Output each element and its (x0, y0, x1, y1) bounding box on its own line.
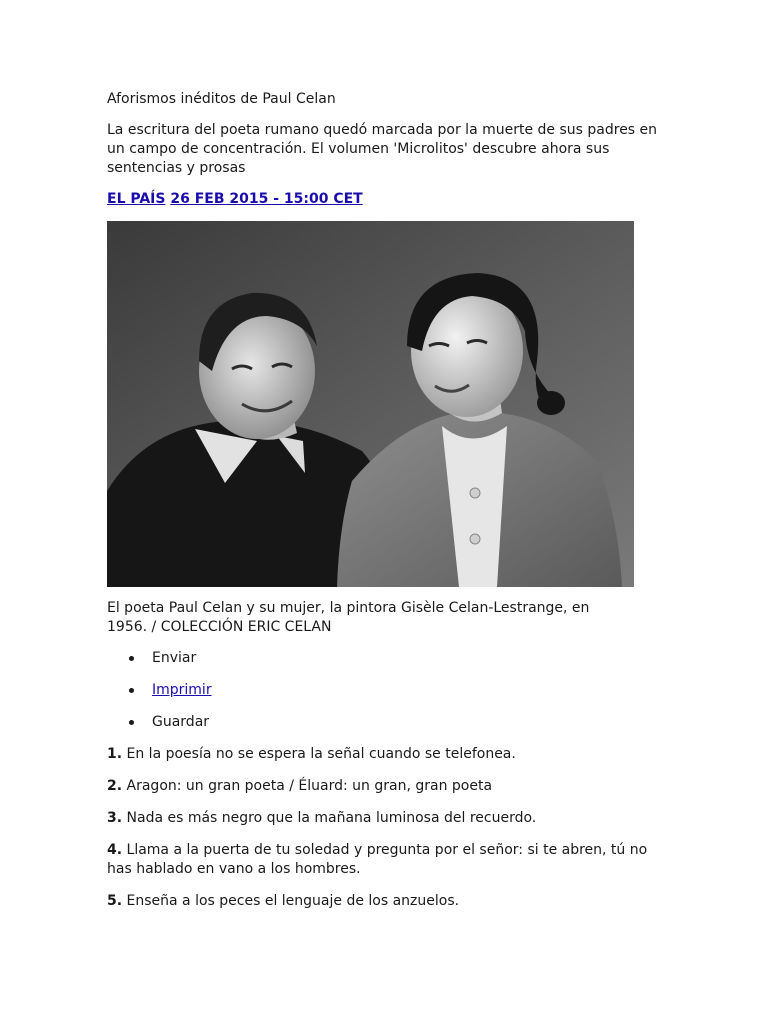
aphorism-3 (107, 809, 652, 828)
aphorism-number: 2. (107, 778, 123, 794)
aphorism-1 (107, 745, 652, 764)
aphorism-number: 4. (107, 842, 123, 858)
aphorism-text: Aragon: un gran poeta / Éluard: un gran, gran poeta (126, 778, 493, 794)
aphorism-number: 3. (107, 810, 123, 826)
print-link[interactable]: Imprimir (152, 682, 212, 698)
byline (107, 190, 667, 209)
aphorism-number: 5. (107, 893, 123, 909)
save-label: Guardar (152, 714, 210, 730)
send-label: Enviar (152, 650, 197, 666)
article-photo (107, 221, 634, 587)
bullet-icon (129, 656, 134, 661)
article-title: Aforismos inéditos de Paul Celan (107, 91, 336, 107)
bullet-icon (129, 688, 134, 693)
article-subtitle: La escritura del poeta rumano quedó marcada por la muerte de sus padres en un campo de concentración. El volumen 'Microlitos' descubre ahora sus sentencias y prosas (107, 122, 658, 176)
source-link[interactable]: EL PAÍS (107, 191, 166, 207)
article (107, 90, 667, 924)
aphorism-list (107, 745, 667, 911)
action-send[interactable] (107, 649, 667, 668)
date-link[interactable]: 26 FEB 2015 - 15:00 CET (170, 191, 363, 207)
aphorism-text: Nada es más negro que la mañana luminosa del recuerdo. (126, 810, 537, 826)
aphorism-4 (107, 841, 652, 879)
aphorism-5 (107, 892, 652, 911)
aphorism-2 (107, 777, 652, 796)
bullet-icon (129, 720, 134, 725)
aphorism-number: 1. (107, 746, 123, 762)
aphorism-text: En la poesía no se espera la señal cuando se telefonea. (126, 746, 516, 762)
photo-caption: El poeta Paul Celan y su mujer, la pintora Gisèle Celan-Lestrange, en 1956. / COLECCIÓN ERIC CELAN (107, 600, 590, 635)
share-actions (107, 649, 667, 732)
aphorism-text: Llama a la puerta de tu soledad y pregunta por el señor: si te abren, tú no has hablado en vano a los hombres. (107, 842, 648, 877)
action-print[interactable] (107, 681, 667, 700)
aphorism-text: Enseña a los peces el lenguaje de los anzuelos. (126, 893, 460, 909)
action-save[interactable] (107, 713, 667, 732)
